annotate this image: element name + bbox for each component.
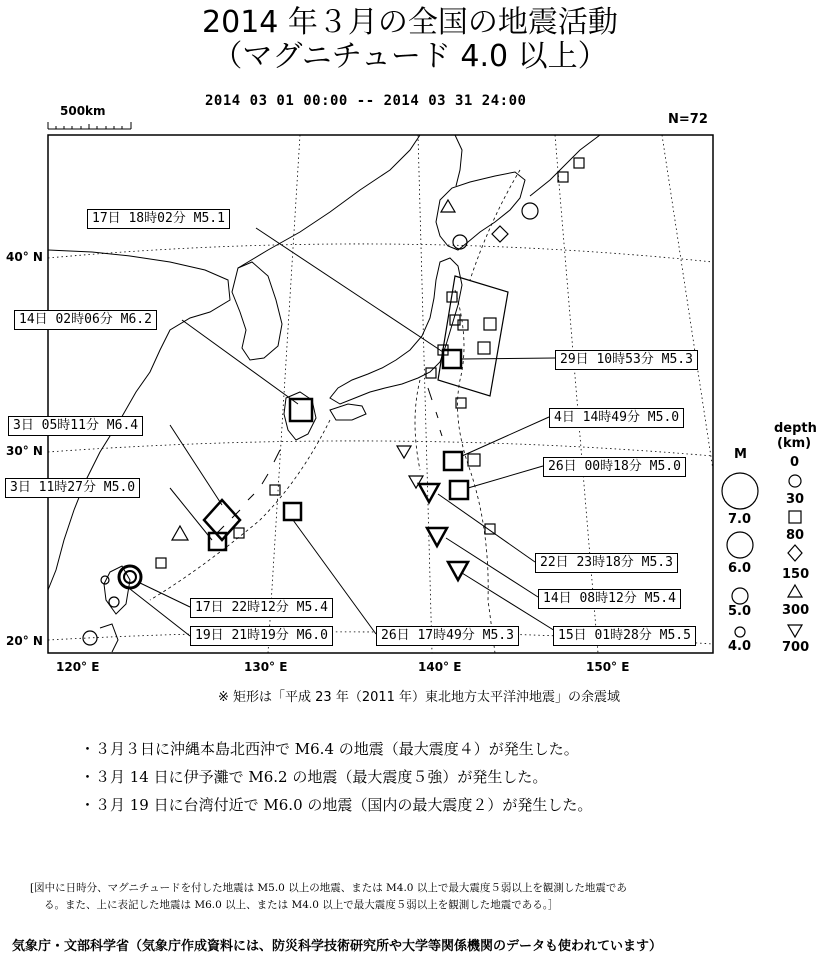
event-label-4d-1449: 4日 14時49分 M5.0	[549, 408, 684, 428]
lon-label-140: 140° E	[418, 660, 462, 674]
event-label-29d-1053: 29日 10時53分 M5.3	[555, 350, 698, 370]
event-label-17d-2212: 17日 22時12分 M5.4	[190, 598, 333, 618]
legend-depth-300: 300	[782, 603, 810, 618]
legend-mag-6: 6.0	[728, 561, 752, 576]
legend-depth-unit: (km)	[777, 436, 812, 451]
legend-depth-150: 150	[782, 567, 810, 582]
lon-label-150: 150° E	[586, 660, 630, 674]
map-subtitle: （マグニチュード 4.0 以上）	[212, 39, 608, 74]
event-label-19d-2119: 19日 21時19分 M6.0	[190, 626, 333, 646]
circle-icon	[789, 475, 801, 487]
legend-depth-0: 0	[790, 455, 800, 470]
summary-bullet: ・３月 19 日に台湾付近で M6.0 の地震（国内の最大震度２）が発生した。	[80, 796, 593, 814]
lon-label-130: 130° E	[244, 660, 288, 674]
summary-bullet: ・３月 14 日に伊予灘で M6.2 の地震（最大震度５強）が発生した。	[80, 768, 548, 786]
legend-mag-7: 7.0	[728, 512, 752, 527]
event-label-14d-0812: 14日 08時12分 M5.4	[538, 589, 681, 609]
legend-depth-30: 30	[786, 492, 805, 507]
footnote	[30, 880, 627, 914]
legend-depth-80: 80	[786, 528, 805, 543]
lon-label-120: 120° E	[56, 660, 100, 674]
event-label-3d-1127: 3日 11時27分 M5.0	[5, 478, 140, 498]
event-label-14d-0206: 14日 02時06分 M6.2	[14, 310, 157, 330]
event-label-3d-0511: 3日 05時11分 M6.4	[8, 416, 143, 436]
lat-label-30: 30° N	[6, 444, 43, 458]
triangle-icon	[788, 585, 802, 597]
summary-bullet: ・３月３日に沖縄本島北西沖で M6.4 の地震（最大震度４）が発生した。	[80, 740, 579, 758]
event-count: N=72	[668, 112, 708, 127]
square-icon	[789, 511, 801, 523]
lat-label-40: 40° N	[6, 250, 43, 264]
legend-magnitude-title: M	[734, 447, 747, 462]
event-label-22d-2318: 22日 23時18分 M5.3	[535, 553, 678, 573]
legend-depth-title: depth	[774, 421, 817, 436]
summary-bullets	[80, 735, 592, 819]
source-credit: 気象庁・文部科学省（気象庁作成資料には、防災科学技術研究所や大学等関係機関のデータも使われています）	[12, 939, 663, 954]
map-title: 2014 年３月の全国の地震活動	[202, 5, 618, 40]
inverted-triangle-icon	[788, 625, 802, 637]
legend-depth-700: 700	[782, 640, 810, 655]
lat-label-20: 20° N	[6, 634, 43, 648]
legend-mag-4: 4.0	[728, 639, 752, 654]
footnote-line: る。また、上に表記した地震は M6.0 以上、または M4.0 以上で最大震度５弱以上を観測した地震である。］	[44, 899, 559, 911]
event-label-15d-0128: 15日 01時28分 M5.5	[553, 626, 696, 646]
diamond-icon	[788, 545, 802, 561]
period-range: 2014 03 01 00:00 -- 2014 03 31 24:00	[205, 93, 527, 109]
event-label-26d-0018: 26日 00時18分 M5.0	[543, 457, 686, 477]
scale-bar-label: 500km	[60, 104, 106, 118]
footnote-line: [図中に日時分、マグニチュードを付した地震は M5.0 以上の地震、または M4.0 以上で最大震度５弱以上を観測した地震であ	[30, 882, 627, 894]
event-label-26d-1749: 26日 17時49分 M5.3	[376, 626, 519, 646]
legend-mag-5: 5.0	[728, 604, 752, 619]
event-label-17d-1802: 17日 18時02分 M5.1	[87, 209, 230, 229]
aftershock-note: ※ 矩形は「平成 23 年（2011 年）東北地方太平洋沖地震」の余震域	[218, 690, 621, 705]
scale-bar	[48, 122, 131, 129]
